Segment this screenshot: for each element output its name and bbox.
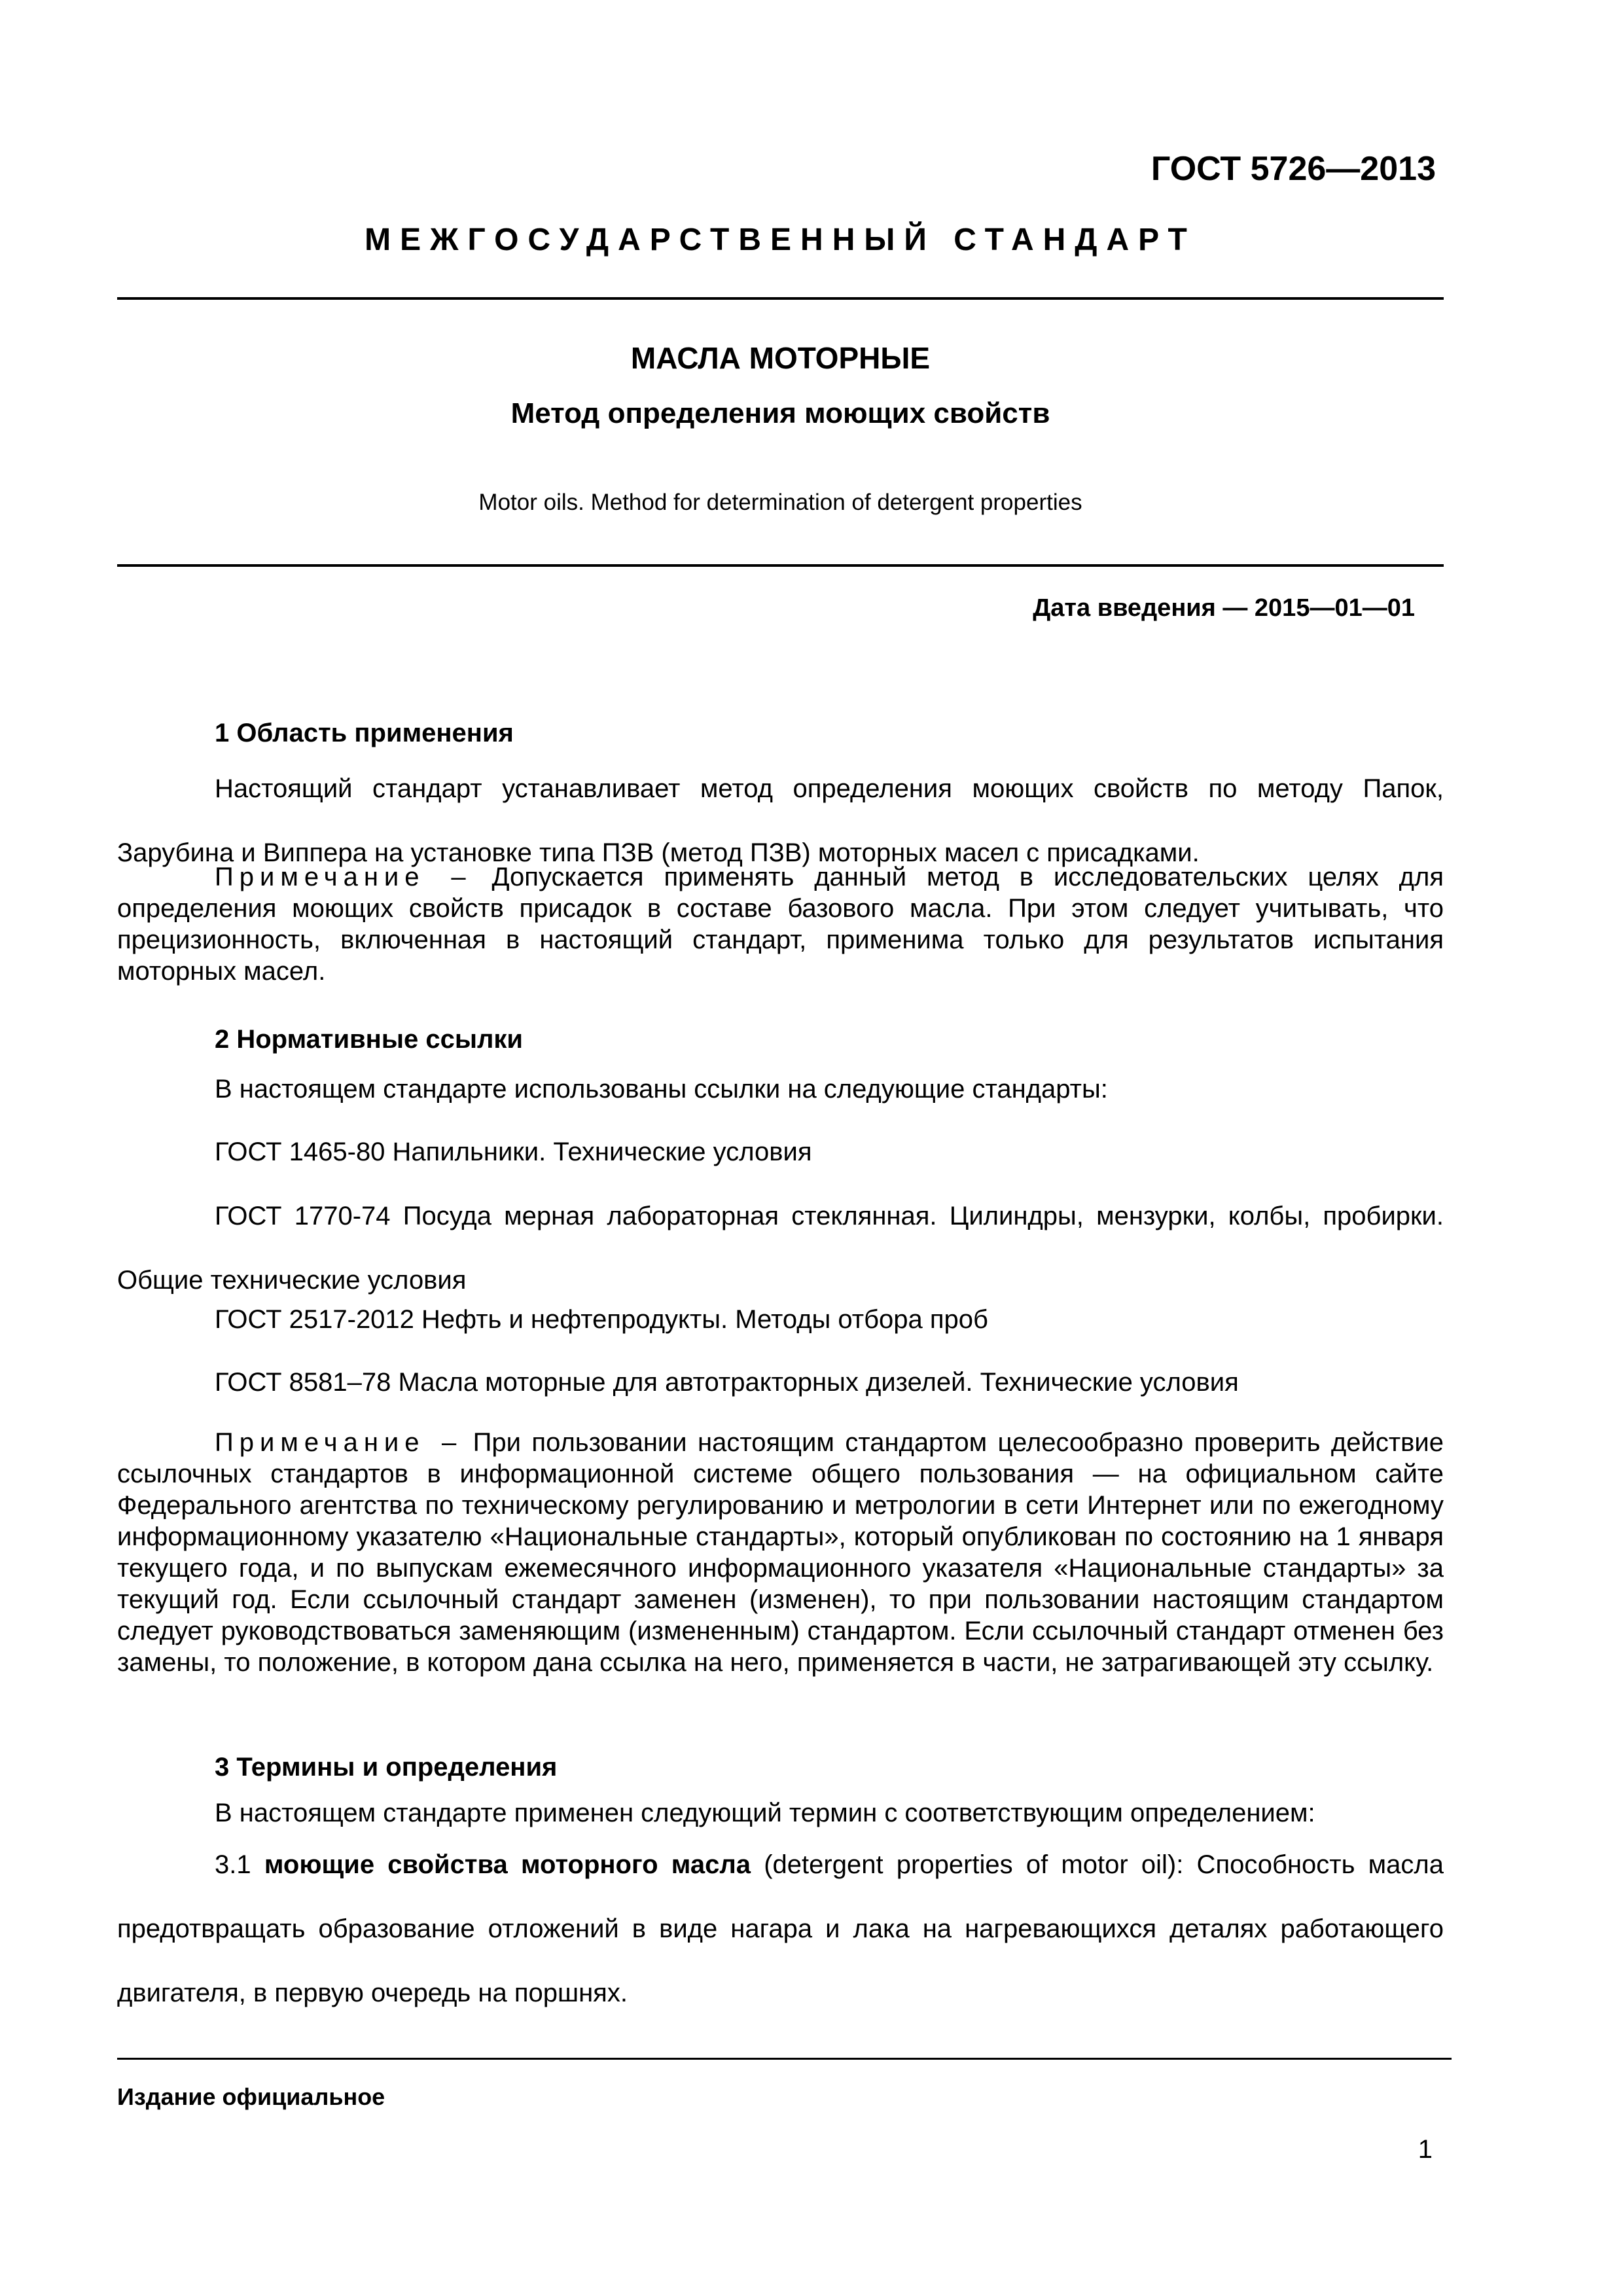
section-2-intro: В настоящем стандарте использованы ссылки на следующие стандарты: [215, 1075, 1108, 1103]
note-text: При пользовании настоящим стандартом целесообразно проверить действие ссылочных стандартов в информационной системе общего пользования — на официальном сайте Федерального агентства по техническому регулированию и метрологии в сети Интернет или по ежегодному информационному указателю «Национальные стандарты», который опубликован по состоянию на 1 января текущего года, и по выпускам ежемесячного информационного указателя «Национальные стандарты» за текущий год. Если ссылочный стандарт заменен (изменен), то при пользовании настоящим стандартом следует руководствоваться заменяющим (измененным) стандартом. Если ссылочный стандарт отменен без замены, то положение, в котором дана ссылка на него, применяется в части, не затрагивающей эту ссылку. [117, 1428, 1444, 1677]
section-2-heading: 2 Нормативные ссылки [215, 1025, 524, 1054]
section-1-heading: 1 Область применения [215, 719, 514, 747]
english-title: Motor oils. Method for determination of detergent properties [478, 490, 1082, 515]
section-2-note [117, 1427, 1444, 1678]
term-definition-text: (detergent properties of motor oil): Способность масла предотвращать образование отложений в виде нагара и лака на нагревающихся деталях работающего двигателя, в первую очередь на поршнях. [117, 1850, 1444, 2007]
note-text: Допускается применять данный метод в исследовательских целях для определения моющих свойств присадок в составе базового масла. При этом следует учитывать, что прецизионность, включенная в настоящий стандарт, применима только для результатов испытания моторных масел. [117, 863, 1444, 986]
term-definition [117, 1833, 1444, 2025]
reference-item: ГОСТ 1770-74 Посуда мерная лабораторная стеклянная. Цилиндры, мензурки, колбы, пробирки. Общие технические условия [117, 1202, 1444, 1295]
reference-item: ГОСТ 1465-80 Напильники. Технические условия [215, 1138, 812, 1166]
note-label: Примечание – [215, 863, 472, 891]
divider-top [117, 297, 1444, 300]
term-number: 3.1 [215, 1850, 251, 1879]
document-subtitle: Метод определения моющих свойств [510, 397, 1050, 429]
divider-bottom [117, 2058, 1452, 2060]
note-label: Примечание – [215, 1428, 463, 1457]
page-number: 1 [1418, 2135, 1433, 2164]
reference-item: ГОСТ 2517-2012 Нефть и нефтепродукты. Методы отбора проб [215, 1305, 988, 1334]
section-1-text: Настоящий стандарт устанавливает метод определения моющих свойств по методу Папок, Зарубина и Виппера на установке типа ПЗВ (метод ПЗВ) моторных масел с присадками. [117, 774, 1444, 867]
interstate-standard-heading: МЕЖГОСУДАРСТВЕННЫЙ СТАНДАРТ [365, 223, 1196, 257]
section-3-heading: 3 Термины и определения [215, 1753, 558, 1782]
reference-item: ГОСТ 8581–78 Масла моторные для автотракторных дизелей. Технические условия [215, 1368, 1239, 1397]
gost-number: ГОСТ 5726—2013 [1150, 150, 1436, 188]
official-edition-label: Издание официальное [117, 2083, 385, 2110]
divider-middle [117, 564, 1444, 567]
introduction-date: Дата введения — 2015—01—01 [1033, 594, 1415, 622]
section-3-intro: В настоящем стандарте применен следующий термин с соответствующим определением: [215, 1799, 1315, 1827]
term-name: моющие свойства моторного масла [264, 1850, 751, 1879]
document-title: МАСЛА МОТОРНЫЕ [630, 341, 931, 375]
section-1-note [117, 861, 1444, 987]
